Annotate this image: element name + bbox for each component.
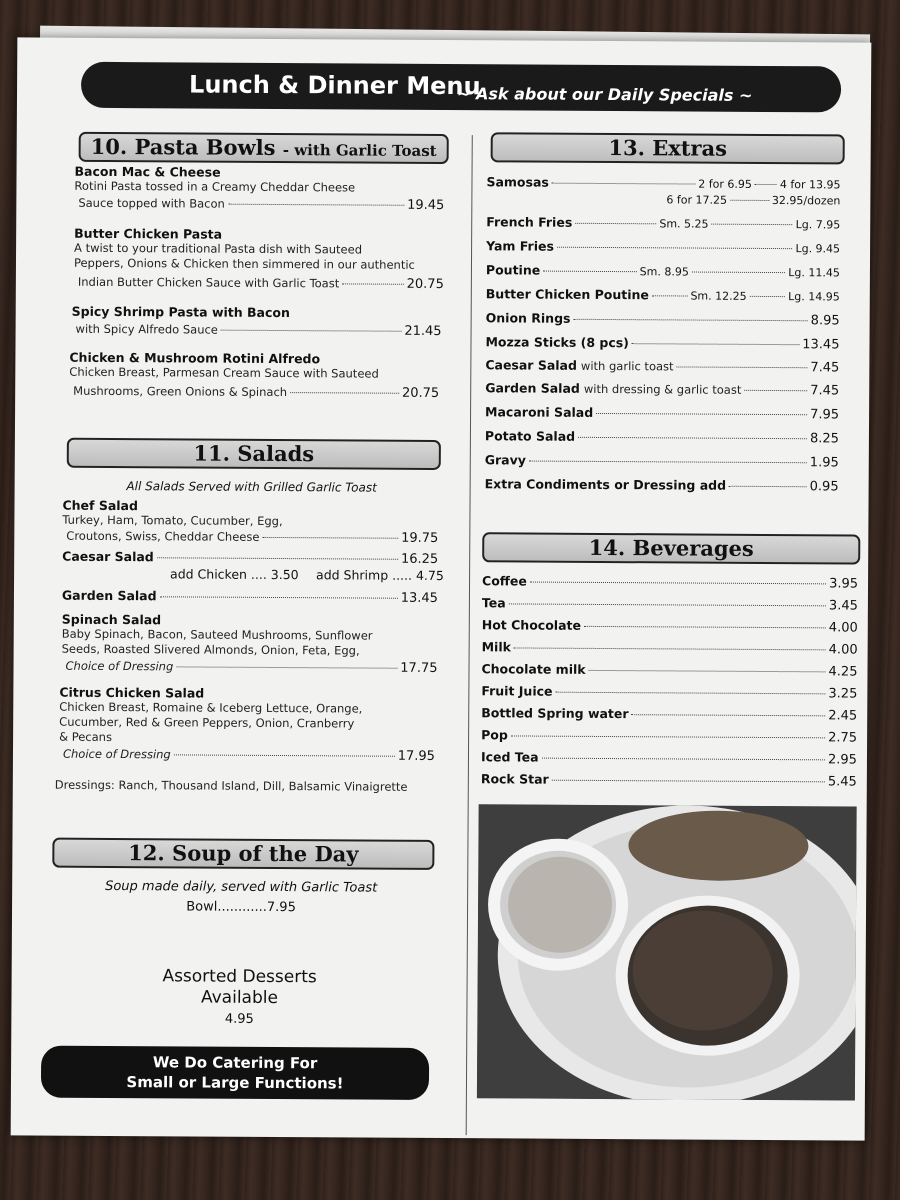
menu-row [62,549,438,567]
menu-item [74,164,444,196]
salads-heading [67,438,441,470]
item-name: Yam Fries [486,238,554,254]
menu-row [63,747,435,764]
add-shrimp: add Shrimp ..... 4.75 [316,567,444,584]
menu-row [73,384,439,401]
item-desc: Baby Spinach, Bacon, Sauteed Mushrooms, Sunflower [61,626,373,643]
catering-banner [41,1046,429,1100]
item-name: Butter Chicken Pasta [74,225,223,242]
beverages-heading-label: 14. Beverages [588,534,754,561]
item-name: Tea [481,595,506,611]
item-note: with dressing & garlic toast [583,381,742,397]
item-price: Sm. 12.25 [690,289,747,303]
item-name: Caesar Salad [62,548,154,565]
item-name: Onion Rings [485,310,571,326]
item-name: Butter Chicken Poutine [485,286,649,303]
beverage-row [482,573,858,591]
item-name: French Fries [486,214,573,230]
food-photo-icon [477,804,857,1100]
item-price: 7.45 [810,360,840,376]
dressings-note: Dressings: Ranch, Thousand Island, Dill, Balsamic Vinaigrette [54,777,408,794]
menu-row [65,659,437,676]
item-desc: A twist to your traditional Pasta dish with Sauteed [74,240,363,257]
item-name: Citrus Chicken Salad [59,684,205,701]
item-desc: Turkey, Ham, Tomato, Cucumber, Egg, [62,512,283,529]
item-price: 8.25 [809,431,839,447]
menu-item [72,304,442,321]
menu-item [62,498,436,530]
item-name: Chicken & Mushroom Rotini Alfredo [69,349,321,367]
menu-row [666,193,840,207]
item-price: 2.45 [828,708,858,724]
menu-item [59,685,435,747]
item-name: Spicy Shrimp Pasta with Bacon [71,303,290,321]
item-desc: Mushrooms, Green Onions & Spinach [73,383,288,400]
extras-row [485,452,839,470]
beverage-row [482,617,858,635]
extras-row [485,428,839,446]
item-price: 3.25 [828,686,858,702]
item-name: Fruit Juice [481,683,553,699]
item-name: Poutine [485,262,541,278]
item-desc: Chicken Breast, Parmesan Cream Sauce with Sauteed [69,364,379,381]
item-desc: Choice of Dressing [62,746,171,762]
item-price: Lg. 9.45 [795,242,841,256]
extras-row [486,310,840,328]
item-name: Potato Salad [484,428,576,444]
beverage-row [481,727,857,745]
food-photo [477,804,857,1100]
item-price: Lg. 7.95 [795,218,841,232]
beverage-row [482,595,858,613]
menu-row [76,322,442,339]
item-price: 4.00 [828,620,858,636]
item-name: Garden Salad [485,380,580,396]
item-name: Rock Star [480,771,549,787]
item-price: 16.25 [400,551,439,567]
item-name: Extra Condiments or Dressing add [484,476,727,493]
beverage-row [482,639,858,657]
menu-row [486,262,840,279]
menu-subtitle: ~ Ask about our Daily Specials ~ [456,84,753,105]
item-price: 21.45 [404,323,442,339]
extras-row [485,404,839,422]
item-price: 1.95 [809,455,839,471]
item-price: 13.45 [400,590,438,606]
item-price: 17.95 [397,748,436,764]
item-desc: Cucumber, Red & Green Peppers, Onion, Cranberry [59,714,355,731]
item-name: Caesar Salad [485,357,578,373]
item-price: 2.95 [827,752,858,768]
item-price: Lg. 11.45 [788,266,840,280]
item-name: Samosas [486,174,549,190]
menu-item [74,226,444,273]
menu-row [486,286,840,303]
item-price: 3.45 [828,598,858,614]
extras-row [485,357,839,375]
menu-item [62,612,438,659]
soup-bowl: Bowl............7.95 [186,899,296,916]
add-chicken: add Chicken .... 3.50 [170,566,299,583]
desserts [51,966,427,1031]
extras-row [485,476,839,494]
pasta-heading-label: 10. Pasta Bowls [90,133,276,160]
beverage-row [481,771,857,789]
menu-item [69,350,439,382]
item-name: Chocolate milk [481,661,586,677]
salads-note: All Salads Served with Grilled Garlic Toast [126,479,377,495]
item-desc: Seeds, Roasted Slivered Almonds, Onion, Feta, Egg, [61,641,360,658]
pasta-heading [79,132,449,164]
beverage-row [481,705,857,723]
item-price: 4.00 [828,642,858,658]
item-price: Lg. 14.95 [788,290,840,304]
item-desc: Sauce topped with Bacon [78,195,225,211]
menu-paper [11,37,872,1140]
desserts-price: 4.95 [224,1011,254,1027]
menu-banner [81,62,841,113]
menu-title: Lunch & Dinner Menu [188,70,481,101]
item-desc: Peppers, Onions & Chicken then simmered in our authentic [73,255,415,272]
item-name: Bacon Mac & Cheese [74,163,221,180]
item-price: 2 for 6.95 [698,177,752,191]
item-price: 4 for 13.95 [779,178,841,192]
item-name: Gravy [484,452,526,468]
item-price: Sm. 5.25 [659,217,709,231]
item-desc: Choice of Dressing [65,658,174,674]
item-name: Coffee [482,573,527,589]
item-name: Milk [481,639,512,655]
beverage-row [481,749,857,767]
item-price: 20.75 [401,385,440,401]
menu-row [78,275,444,292]
extras-row [485,334,839,352]
item-desc: Rotini Pasta tossed in a Creamy Cheddar Cheese [74,178,356,195]
catering-line2: Small or Large Functions! [126,1073,344,1093]
item-price: 2.75 [828,730,858,746]
desserts-line1: Assorted Desserts [162,966,317,988]
item-note: with garlic toast [580,358,674,374]
item-price: 19.75 [401,530,439,546]
item-desc: Croutons, Swiss, Cheddar Cheese [66,528,260,544]
item-price: 0.95 [809,479,839,495]
menu-row [486,174,840,191]
extras-heading [491,132,845,164]
item-price: 8.95 [810,313,840,329]
item-name: Pop [481,727,508,743]
column-divider [466,135,473,1135]
soup-heading [52,838,434,870]
item-price: 32.95/dozen [771,194,841,208]
extras-heading-label: 13. Extras [608,135,728,161]
menu-row [486,214,840,231]
beverages-heading [482,532,860,564]
menu-row [62,588,438,606]
soup-note: Soup made daily, served with Garlic Toast [105,878,378,896]
menu-row [66,529,438,546]
beverage-row [481,683,857,701]
item-desc: Indian Butter Chicken Sauce with Garlic Toast [77,274,340,291]
item-price: 3.95 [829,576,859,592]
desserts-line2: Available [200,987,279,1009]
item-price: 5.45 [827,774,857,790]
item-price: 19.45 [407,197,445,214]
item-price: 7.95 [810,407,840,423]
pasta-heading-sub: - with Garlic Toast [282,141,437,160]
menu-row [486,238,840,255]
item-desc: & Pecans [59,729,113,744]
catering-line1: We Do Catering For [152,1053,318,1073]
item-name: Hot Chocolate [481,617,582,633]
menu-row [78,196,444,213]
item-price: 7.45 [810,383,840,399]
salads-heading-label: 11. Salads [193,440,315,467]
item-price: 4.25 [828,664,858,680]
item-name: Iced Tea [480,749,539,765]
item-name: Mozza Sticks (8 pcs) [485,334,629,351]
item-price: 13.45 [802,337,840,353]
item-price: 20.75 [406,276,444,293]
item-name: Macaroni Salad [485,404,594,420]
item-desc: with Spicy Alfredo Sauce [75,321,218,337]
soup-heading-label: 12. Soup of the Day [128,840,359,867]
extras-row [485,380,839,398]
item-desc: Chicken Breast, Romaine & Iceberg Lettuce, Orange, [59,699,363,716]
item-name: Bottled Spring water [481,705,629,722]
item-price: 6 for 17.25 [666,193,728,207]
item-name: Garden Salad [61,587,157,604]
item-name: Chef Salad [62,497,139,514]
item-name: Spinach Salad [61,611,162,628]
item-price: 17.75 [400,660,438,676]
beverage-row [481,661,857,679]
item-price: Sm. 8.95 [639,265,689,279]
